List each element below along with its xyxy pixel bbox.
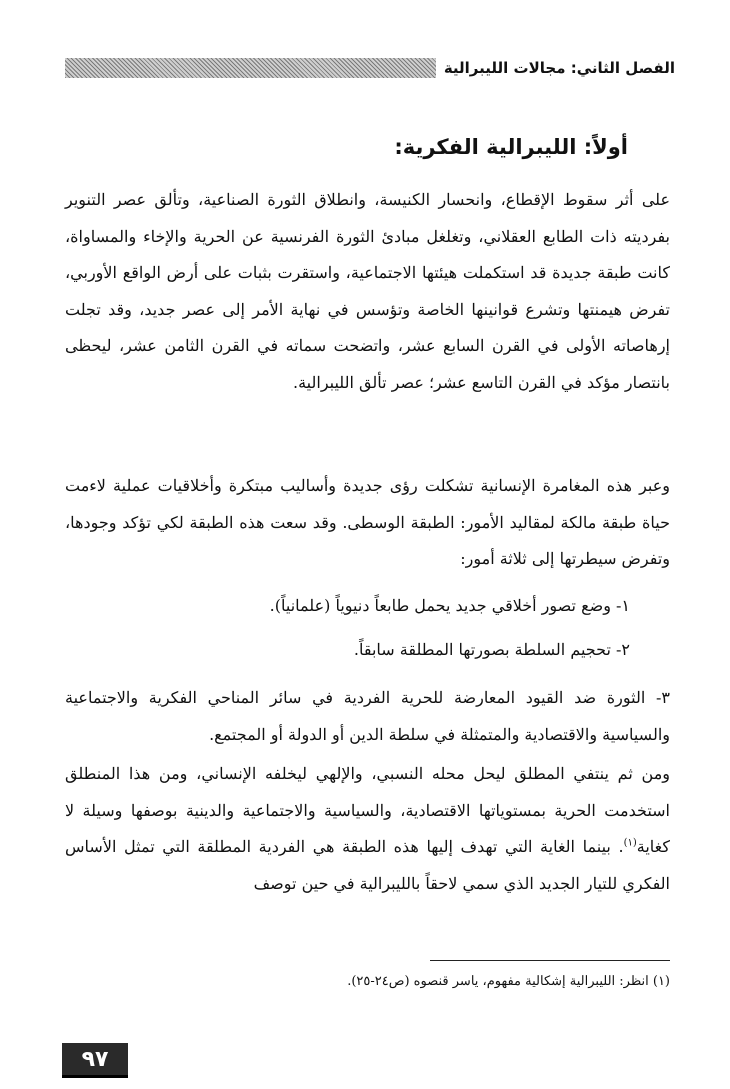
header-decorative-bar [65, 58, 436, 78]
chapter-title: الفصل الثاني: مجالات الليبرالية [443, 59, 675, 77]
paragraph-3-text-b: . بينما الغاية التي تهدف إليها هذه الطبقة هي الفردية المطلقة التي تمثل الأساس الفكري للتيار الجديد الذي سمي لاحقاً بالليبرالية في حين توصف [65, 837, 670, 893]
section-heading: أولاً: الليبرالية الفكرية: [394, 135, 628, 159]
footnote-divider [430, 960, 670, 961]
list-item-1: ١- وضع تصور أخلاقي جديد يحمل طابعاً دنيوياً (علمانياً). [269, 596, 630, 615]
footnote-reference[interactable]: (١) [623, 837, 637, 849]
page-number: ٩٧ [62, 1043, 128, 1078]
running-header [65, 55, 675, 81]
list-item-2: ٢- تحجيم السلطة بصورتها المطلقة سابقاً. [353, 640, 630, 659]
paragraph-3-text-a: ومن ثم ينتفي المطلق ليحل محله النسبي، والإلهي ليخلفه الإنساني، ومن هذا المنطلق استخدمت الحرية بمستوياتها الاقتصادية، والسياسية والاجتماعية والدينية بوصفها وسيلة لا كغاية [65, 764, 671, 856]
paragraph-3 [65, 756, 670, 902]
footnote: (١) انظر: الليبرالية إشكالية مفهوم، ياسر قنصوه (ص٢٤-٢٥). [347, 974, 670, 989]
paragraph-1: على أثر سقوط الإقطاع، وانحسار الكنيسة، وانطلاق الثورة الصناعية، وتألق عصر التنوير بفرديته ذات الطابع العقلاني، وتغلغل مبادئ الثورة الفرنسية عن الحرية والإخاء والمساواة، كانت طبقة جديدة قد استكملت هيئتها الاجتماعية، واستقرت بثبات على أرض الواقع الأوربي، تفرض هيمنتها وتشرع قوانينها الخاصة وتؤسس في نهاية الأمر إلى عصر جديد، وقد تجلت إرهاصاته الأولى في القرن السابع عشر، واتضحت سماته في القرن الثامن عشر، ليحظى بانتصار مؤكد في القرن التاسع عشر؛ عصر تألق الليبرالية. [65, 190, 671, 392]
list-item-3: ٣- الثورة ضد القيود المعارضة للحرية الفردية في سائر المناحي الفكرية والاجتماعية والسياسية والاقتصادية والمتمثلة في سلطة الدين أو الدولة أو المجتمع. [65, 688, 670, 744]
paragraph-2: وعبر هذه المغامرة الإنسانية تشكلت رؤى جديدة وأساليب مبتكرة وأخلاقيات عملية لاءمت حياة طبقة مالكة لمقاليد الأمور: الطبقة الوسطى. وقد سعت هذه الطبقة لكي تؤكد وجودها، وتفرض سيطرتها إلى ثلاثة أمور: [65, 476, 671, 568]
